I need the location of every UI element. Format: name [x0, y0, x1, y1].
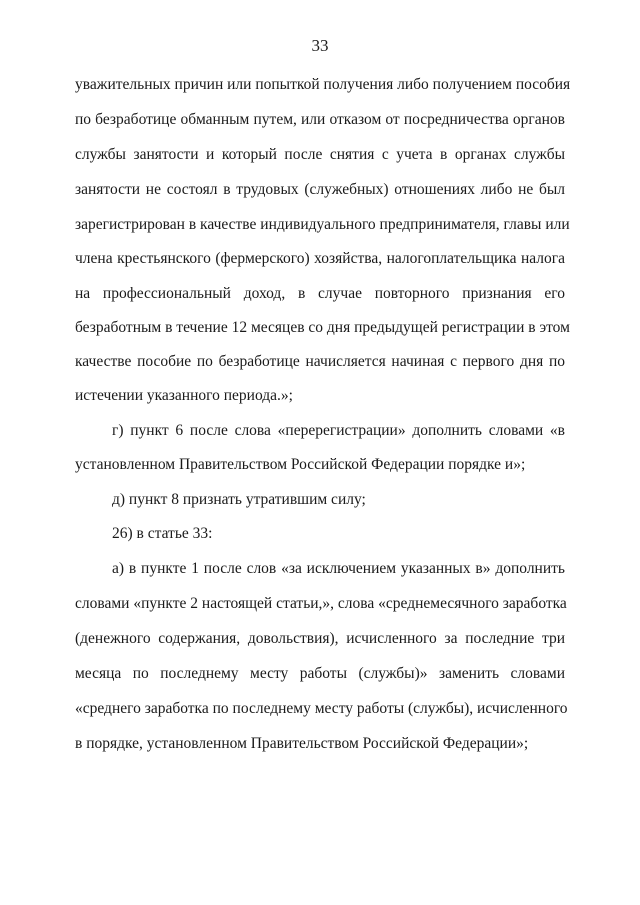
text-line: зарегистрирован в качестве индивидуального предпринимателя, главы или [75, 216, 570, 233]
text-line: (денежного содержания, довольствия), исчисленного за последние три [75, 630, 565, 647]
text-line: уважительных причин или попыткой получения либо получением пособия [75, 76, 571, 93]
text-line: месяца по последнему месту работы (службы)» заменить словами [75, 665, 565, 682]
text-line: установленном Правительством Российской Федерации порядке и»; [75, 456, 526, 473]
page-number: 33 [311, 36, 329, 55]
text-line: а) в пункте 1 после слов «за исключением указанных в» дополнить [112, 560, 565, 577]
text-line: качестве пособие по безработице начисляется начиная с первого дня по [75, 353, 565, 370]
text-line: д) пункт 8 признать утратившим силу; [112, 491, 366, 508]
text-line: безработным в течение 12 месяцев со дня предыдущей регистрации в этом [75, 319, 570, 336]
text-line: 26) в статье 33: [112, 525, 213, 542]
text-line: в порядке, установленном Правительством Российской Федерации»; [75, 735, 529, 752]
text-line: словами «пункте 2 настоящей статьи,», слова «среднемесячного заработка [75, 595, 567, 612]
text-line: на профессиональный доход, в случае повторного признания его [75, 285, 565, 302]
text-line: члена крестьянского (фермерского) хозяйства, налогоплательщика налога [75, 250, 565, 267]
text-line: службы занятости и который после снятия с учета в органах службы [75, 146, 565, 163]
text-line: г) пункт 6 после слова «перерегистрации» дополнить словами «в [112, 422, 565, 439]
text-line: «среднего заработка по последнему месту работы (службы), исчисленного [75, 700, 568, 717]
text-line: истечении указанного периода.»; [75, 387, 293, 404]
text-line: по безработице обманным путем, или отказом от посредничества органов [75, 111, 565, 128]
text-line: занятости не состоял в трудовых (служебных) отношениях либо не был [75, 181, 565, 198]
